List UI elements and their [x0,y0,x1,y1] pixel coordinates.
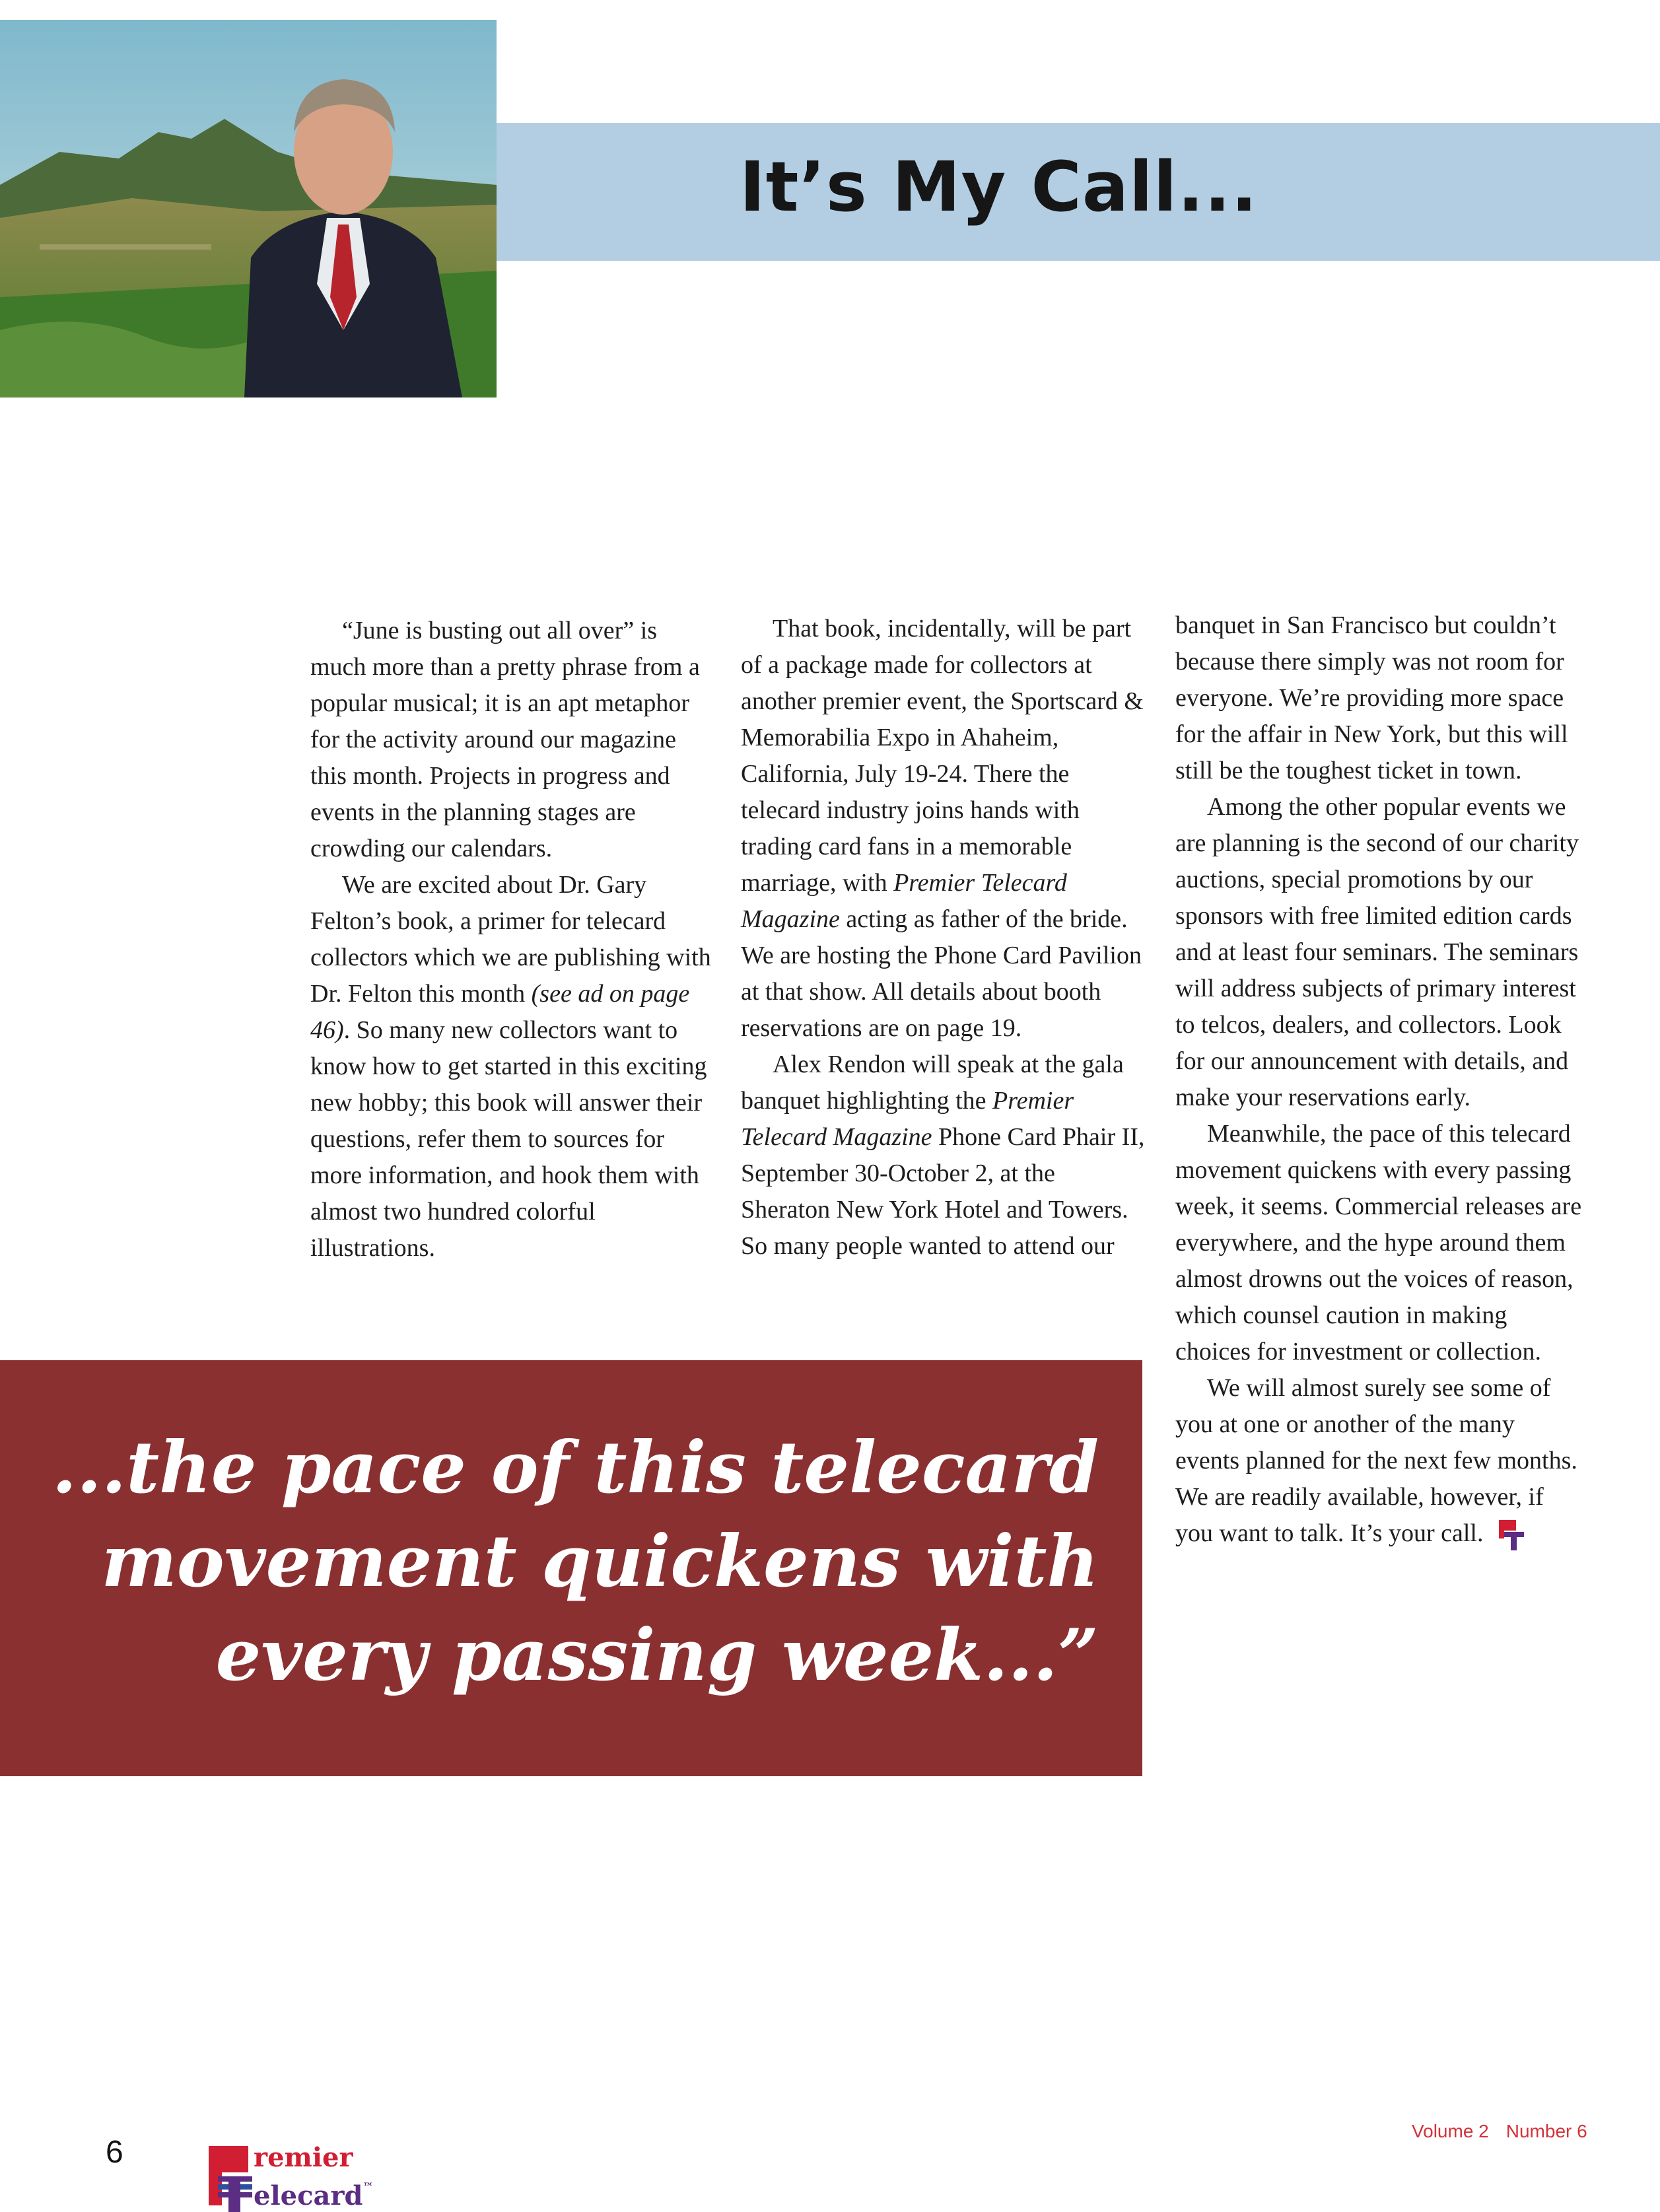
pull-quote-line: ...the pace of this telecard [52,1426,1099,1509]
text-run: . So many new collectors want to know how to get started in this exciting new hobby; this book will answer their questions, refer them to sources for more information, and hook them with almost two hundred colorful illustrations. [310,1016,707,1262]
paragraph [1175,1370,1585,1552]
text-run: acting as father of the bride. We are hosting the Phone Card Pavilion at that show. All details about booth reservations are on page 19. [741,905,1142,1042]
portrait-photo [0,20,497,397]
paragraph: Among the other popular events we are planning is the second of our charity auctions, special promotions by our sponsors with free limited edition cards and at least four seminars. The seminars will address subjects of primary interest to telcos, dealers, and collectors. Look for our announcement with details, and make your reservations early. [1175,793,1579,1111]
pull-quote-box [0,1360,1142,1776]
paragraph [741,611,1150,1047]
magazine-name: Premier Telecard Magazine [741,1087,1074,1151]
ad-reference: (see ad on page 46) [310,980,690,1044]
page-number: 6 [106,2135,123,2170]
text-run: We will almost surely see some of you at one or another of the many events planned for the next few months. We are readily available, however, if you want to talk. It’s your call. [1175,1374,1577,1547]
pull-quote-line: every passing week...” [215,1614,1099,1697]
text-run: We are excited about Dr. Gary Felton’s book, a primer for telecard collectors which we are publishing with Dr. Felton this month [310,871,711,1008]
trademark-mark: ™ [363,2180,374,2193]
text-run: Phone Card Phair II, September 30-October 2, at the Sheraton New York Hotel and Towers. So many people wanted to attend our [741,1123,1145,1260]
volume-label: Volume 2 [1412,2121,1489,2141]
premier-telecard-logo [209,2139,374,2212]
paragraph [310,867,718,1266]
article-column-2 [741,611,1150,1264]
paragraph: Meanwhile, the pace of this telecard movement quickens with every passing week, it seems. Commercial releases are everywhere, and the hype around them almost drowns out the voices of reason, which counsel caution in making choices for investment or collection. [1175,1120,1582,1365]
page-title: It’s My Call... [740,147,1258,227]
issue-info [1412,2121,1605,2142]
text-run: Alex Rendon will speak at the gala banquet highlighting the [741,1051,1124,1115]
pull-quote-line: movement quickens with [101,1520,1099,1603]
pull-quote [42,1421,1099,1702]
logo-text-telecard-word: elecard [254,2180,363,2211]
logo-text-telecard [254,2180,373,2211]
paragraph [741,1047,1150,1264]
paragraph: banquet in San Francisco but couldn’t because there simply was not room for everyone. We’re providing more space for the affair in New York, but this will still be the toughest ticket in town. [1175,611,1568,784]
article-column-3 [1175,607,1585,1552]
issue-number-label: Number 6 [1505,2121,1587,2141]
logo-text-premier: remier [254,2142,353,2173]
text-run: That book, incidentally, will be part of a package made for collectors at another premier event, the Sportscard & Memorabilia Expo in Ahaheim, California, July 19-24. There the telecard industry joins hands with trading card fans in a memorable marriage, with [741,615,1144,897]
pt-end-mark-icon [1496,1517,1527,1552]
magazine-name: Premier Telecard Magazine [741,869,1067,933]
title-band [497,123,1660,261]
article-column-1 [310,613,718,1266]
paragraph: “June is busting out all over” is much more than a pretty phrase from a popular musical; it is an apt metaphor for the activity around our magazine this month. Projects in progress and events in the planning stages are crowding our calendars. [310,617,700,862]
